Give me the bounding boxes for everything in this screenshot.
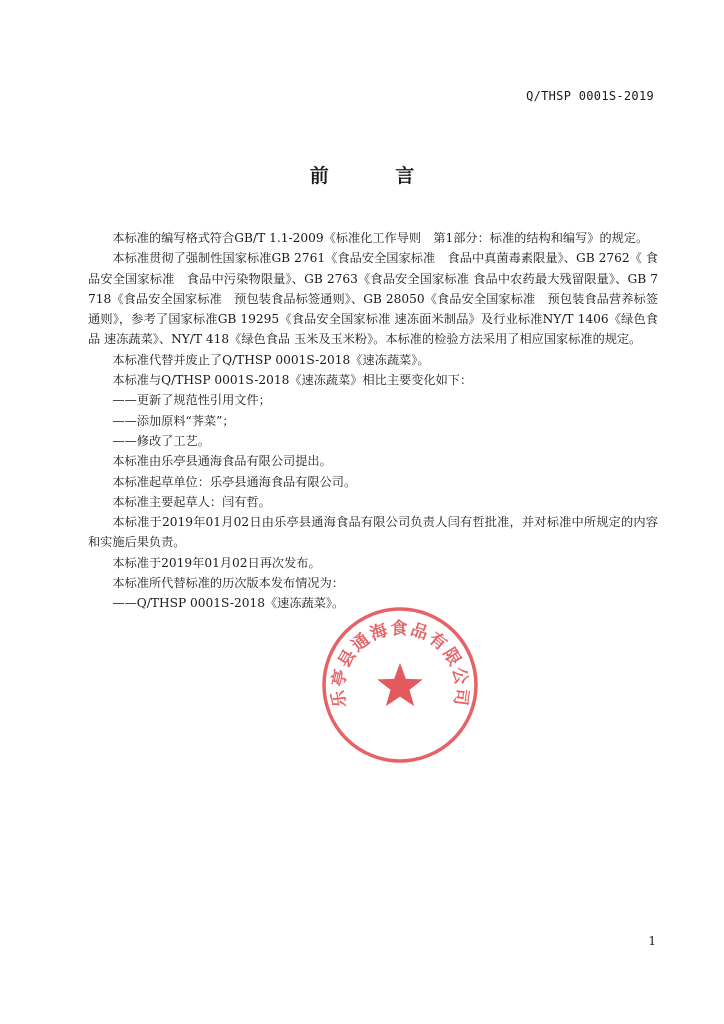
seal-graphic (320, 605, 480, 765)
paragraph: 本标准于2019年01月02日由乐亭县通海食品有限公司负责人闫有哲批准，并对标准中所规定的内容和实施后果负责。 (88, 515, 658, 550)
paragraph: 本标准贯彻了强制性国家标准GB 2761《食品安全国家标准 食品中真菌毒素限量》、GB 2762《 食品安全国家标准 食品中污染物限量》、GB 2763《食品安全国家标准 食品中农药最大残留限量》、GB 7718《食品安全国家标准 预包装食品标签通则》、GB 28050《食品安全国家标准 预包装食品营养标签通则》，参考了国家标准GB 19295《食品安全国家标准 速冻面米制品》及行业标准NY/T 1406《绿色食品 速冻蔬菜》、NY/T 418《绿色食品 玉米及玉米粉》。本标准的检验方法采用了相应国家标准的规定。 (88, 251, 658, 347)
paragraph: 本标准起草单位：乐亭县通海食品有限公司。 (112, 474, 357, 489)
seal-text: 乐亭县通海食品有限公司 (328, 618, 472, 709)
paragraph: 本标准代替并废止了Q/THSP 0001S-2018《速冻蔬菜》。 (112, 352, 430, 367)
paragraph: 本标准的编写格式符合GB/T 1.1-2009《标准化工作导则 第1部分：标准的结构和编写》的规定。 (112, 231, 649, 245)
paragraph: 本标准与Q/THSP 0001S-2018《速冻蔬菜》相比主要变化如下： (112, 373, 473, 388)
page-title: 前 言 (309, 165, 445, 187)
paragraph: 本标准所代替标准的历次版本发布情况为： (112, 576, 344, 591)
version-item: ——Q/THSP 0001S-2018《速冻蔬菜》。 (112, 596, 345, 611)
paragraph: 本标准主要起草人：闫有哲。 (112, 494, 271, 509)
body-text (88, 228, 658, 614)
page-number: 1 (648, 934, 656, 948)
paragraph: 本标准于2019年01月02日再次发布。 (112, 555, 321, 570)
company-seal (320, 605, 480, 765)
change-item: ——添加原料“荠菜”； (112, 413, 235, 428)
document-code: Q/THSP 0001S-2019 (526, 89, 654, 103)
star-icon (377, 663, 423, 706)
change-item: ——更新了规范性引用文件； (112, 393, 271, 408)
paragraph: 本标准由乐亭县通海食品有限公司提出。 (112, 454, 332, 469)
change-item: ——修改了工艺。 (112, 433, 210, 448)
